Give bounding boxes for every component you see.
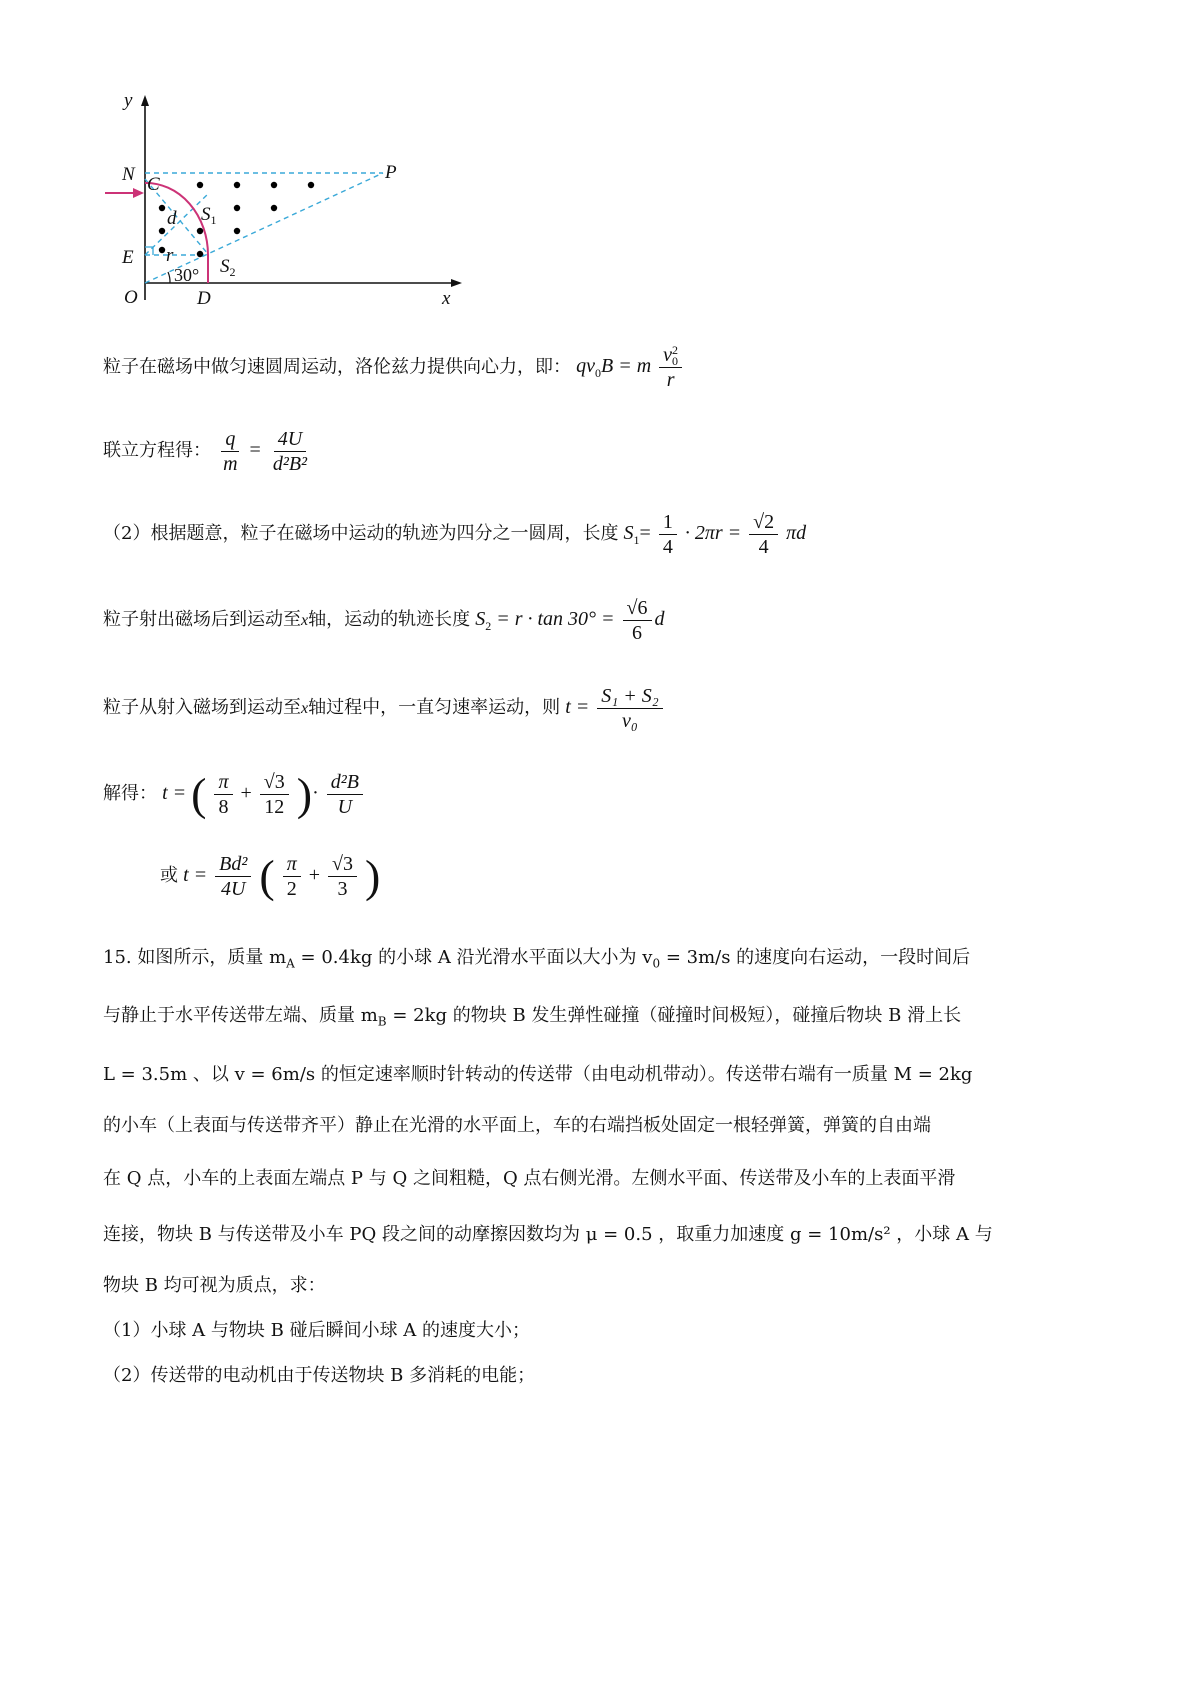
line-5-text: 粒子从射入磁场到运动至 xyxy=(103,697,301,719)
line-2-formula: $\frac{q}{m}$ = $\frac{4U}{\text{d²B²}}$ xyxy=(223,428,308,475)
incoming-arrow-head xyxy=(133,188,144,198)
label-y: y xyxy=(124,90,133,111)
label-O: O xyxy=(124,287,138,308)
line-6-formula: t = ( $\frac{\pi}{8}$ + $\frac{√3}{12}$ )· $\frac{\text{d²B}}{U}$ xyxy=(162,782,366,804)
label-x: x xyxy=(442,288,451,309)
line-3 xyxy=(103,510,806,559)
y-axis-arrow xyxy=(141,95,149,106)
problem-15-line-3: L = 3.5m 、以 v = 6m/s 的恒定速率顺时针转动的传送带（由电动机带动）。传送带右端有一质量 M = 2kg xyxy=(103,1064,973,1085)
line-4-text-2: 轴，运动的轨迹长度 xyxy=(308,609,471,631)
line-7-formula: t = $\frac{\text{Bd²}}{4U}$ ( $\frac{\pi}{2}$ + $\frac{√3}{3}$ ) xyxy=(183,850,381,902)
angle-arc xyxy=(168,272,170,283)
problem-15-line-5: 在 Q 点，小车的上表面左端点 P 与 Q 之间粗糙，Q 点右侧光滑。左侧水平面、传送带及小车的上表面平滑 xyxy=(103,1168,956,1189)
problem-15-line-4: 的小车（上表面与传送带齐平）静止在光滑的水平面上，车的右端挡板处固定一根轻弹簧，弹簧的自由端 xyxy=(103,1115,931,1136)
problem-15-line-7: 物块 B 均可视为质点，求： xyxy=(103,1275,326,1296)
label-S1: $S_1$ xyxy=(201,204,217,227)
problem-15-line-2: 与静止于水平传送带左端、质量 $m_B = 2kg$ 的物块 B 发生弹性碰撞（碰撞时间极短），碰撞后物块 B 滑上长 xyxy=(103,1005,962,1029)
line-7-text: 或 xyxy=(160,865,178,887)
line-3-formula: $S_1=$ $\frac{1}{4}$ · 2πr = $\frac{√2}{4}$ πd xyxy=(623,511,807,558)
line-1-formula: $qv_0B = m$ v 2 0 r xyxy=(576,355,685,377)
line-6-text: 解得： xyxy=(103,783,157,805)
line-3-text: （2）根据题意，粒子在磁场中运动的轨迹为四分之一圆周，长度 xyxy=(103,523,619,545)
line-7 xyxy=(160,852,380,901)
x-axis-arrow xyxy=(451,279,462,287)
line-6 xyxy=(103,770,366,819)
line-1-text: 粒子在磁场中做匀速圆周运动，洛伦兹力提供向心力，即： xyxy=(103,356,571,378)
label-S2: $S_2$ xyxy=(220,256,236,279)
line-5-x: x xyxy=(301,700,309,718)
line-4 xyxy=(103,596,665,645)
line-5-text-2: 轴过程中，一直匀速率运动，则 xyxy=(308,697,561,719)
line-4-formula: $S_2 = r \cdot \tan 30^\circ$ = $\frac{√6}{6}$ d xyxy=(475,597,665,644)
label-C: C xyxy=(147,174,160,195)
label-D: D xyxy=(197,288,211,309)
label-E: E xyxy=(122,247,134,268)
label-N: N xyxy=(122,164,135,185)
problem-15-line-1: 15. 如图所示，质量 $m_A = 0.4kg$ 的小球 A 沿光滑水平面以大小为 $v_0 = 3m/s$ 的速度向右运动，一段时间后 xyxy=(103,947,971,971)
magnetic-field-diagram xyxy=(100,90,470,320)
field-dots xyxy=(159,182,314,257)
label-angle: 30° xyxy=(174,265,200,285)
question-1: （1）小球 A 与物块 B 碰后瞬间小球 A 的速度大小； xyxy=(103,1320,531,1341)
line-2 xyxy=(103,427,314,476)
label-P: P xyxy=(385,162,397,183)
line-5-formula: t = $\frac{\text{S₁ + S₂}}{\text{v₀}}$ xyxy=(565,696,665,718)
label-r: r xyxy=(166,245,174,266)
problem-15-line-6: 连接，物块 B 与传送带及小车 PQ 段之间的动摩擦因数均为 μ = 0.5 ，取重力加速度 g = 10m/s² ，小球 A 与 xyxy=(103,1224,993,1245)
line-2-text: 联立方程得： xyxy=(103,440,211,462)
line-4-text: 粒子射出磁场后到运动至 xyxy=(103,609,301,631)
line-1 xyxy=(103,343,685,392)
question-2: （2）传送带的电动机由于传送物块 B 多消耗的电能； xyxy=(103,1365,536,1386)
line-5 xyxy=(103,684,666,733)
line-4-x: x xyxy=(301,612,309,630)
label-d: d xyxy=(167,208,177,229)
